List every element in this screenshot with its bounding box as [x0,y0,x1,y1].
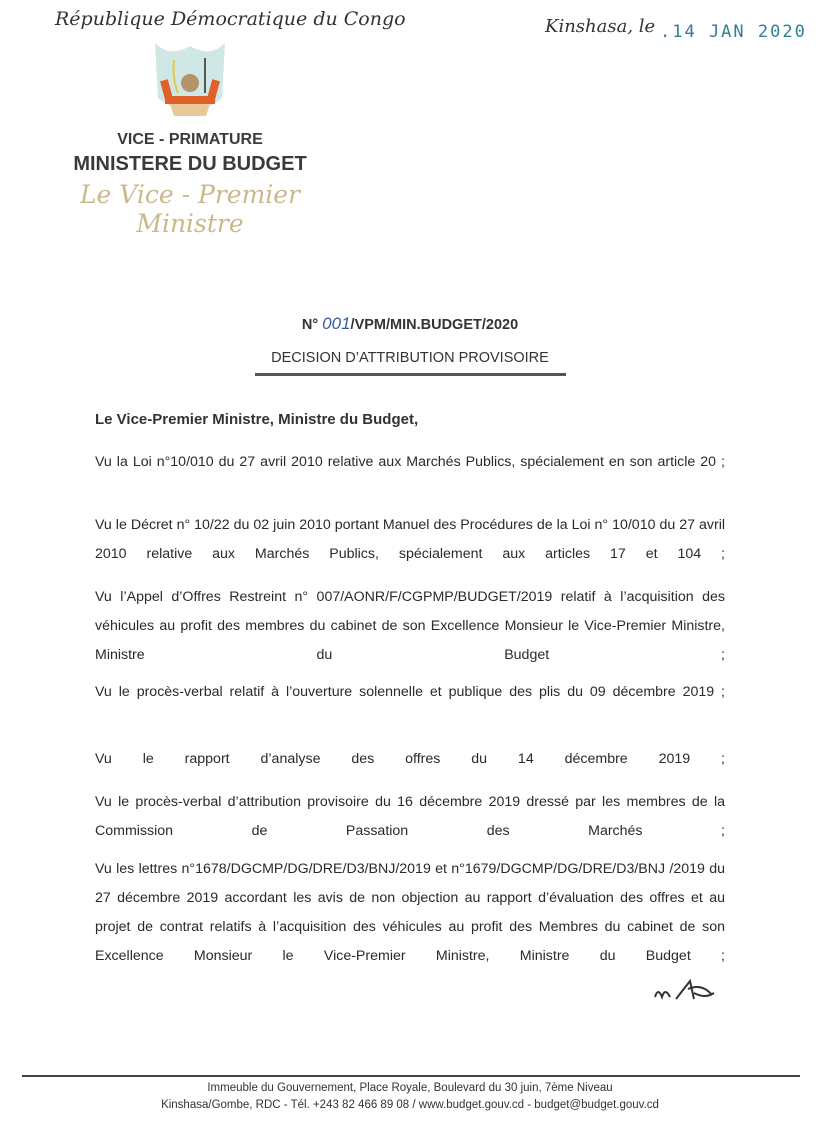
ministry-heading: MINISTERE DU BUDGET [73,153,307,175]
paragraph-5: Vu le rapport d’analyse des offres du 14 décembre 2019 ; [95,751,725,767]
paragraph-3: Vu l’Appel d’Offres Restreint n° 007/AONR/F/CGPMP/BUDGET/2019 relatif à l’acquisition des véhicules au profit des membres du cabinet de son Excellence Monsieur le Vice-Premier Ministre, Ministre du Budget ; [95,589,725,663]
paragraph-4: Vu le procès-verbal relatif à l’ouverture solennelle et publique des plis du 09 décembre 2019 ; [95,684,725,700]
addressee: Le Vice-Premier Ministre, Ministre du Budget, [95,411,419,428]
footer-contact: Kinshasa/Gombe, RDC - Tél. +243 82 466 89 08 / www.budget.gouv.cd - budget@budget.gouv.cd [161,1099,659,1111]
date-stamp: .14 JAN 2020 [660,22,807,42]
reference-handwritten-number: 001 [322,314,351,333]
republic-heading: République Démocratique du Congo [55,8,406,30]
paragraph-1: Vu la Loi n°10/010 du 27 avril 2010 relative aux Marchés Publics, spécialement en son article 20 ; [95,454,725,470]
paragraph-7: Vu les lettres n°1678/DGCMP/DG/DRE/D3/BNJ/2019 et n°1679/DGCMP/DG/DRE/D3/BNJ /2019 du 27 décembre 2019 accordant les avis de non objection au rapport d’évaluation des offres et au projet de contrat relatifs à l’acquisition des véhicules au profit des Membres du cabinet de son Excellence Monsieur le Vice-Premier Ministre, Ministre du Budget ; [95,861,725,964]
coat-of-arms-emblem [150,38,230,120]
initials-signature [650,975,720,1010]
document-title: DECISION D’ATTRIBUTION PROVISOIRE [271,350,549,366]
footer-address: Immeuble du Gouvernement, Place Royale, Boulevard du 30 juin, 7ème Niveau [207,1082,613,1094]
title-underline [255,373,566,376]
footer-divider [22,1075,800,1077]
office-heading: VICE - PRIMATURE [117,131,263,148]
paragraph-6: Vu le procès-verbal d’attribution provisoire du 16 décembre 2019 dressé par les membres de la Commission de Passation des Marchés ; [95,794,725,839]
reference-number [0,314,820,334]
place-label: Kinshasa, le [545,16,656,37]
reference-suffix: /VPM/MIN.BUDGET/2020 [350,317,519,333]
paragraph-2: Vu le Décret n° 10/22 du 02 juin 2010 portant Manuel des Procédures de la Loi n° 10/010 du 27 avril 2010 relative aux Marchés Publics, spécialement aux articles 17 et 104 ; [95,517,725,562]
minister-title: Le Vice - Premier Ministre [79,180,301,238]
reference-prefix: N° [301,317,319,333]
